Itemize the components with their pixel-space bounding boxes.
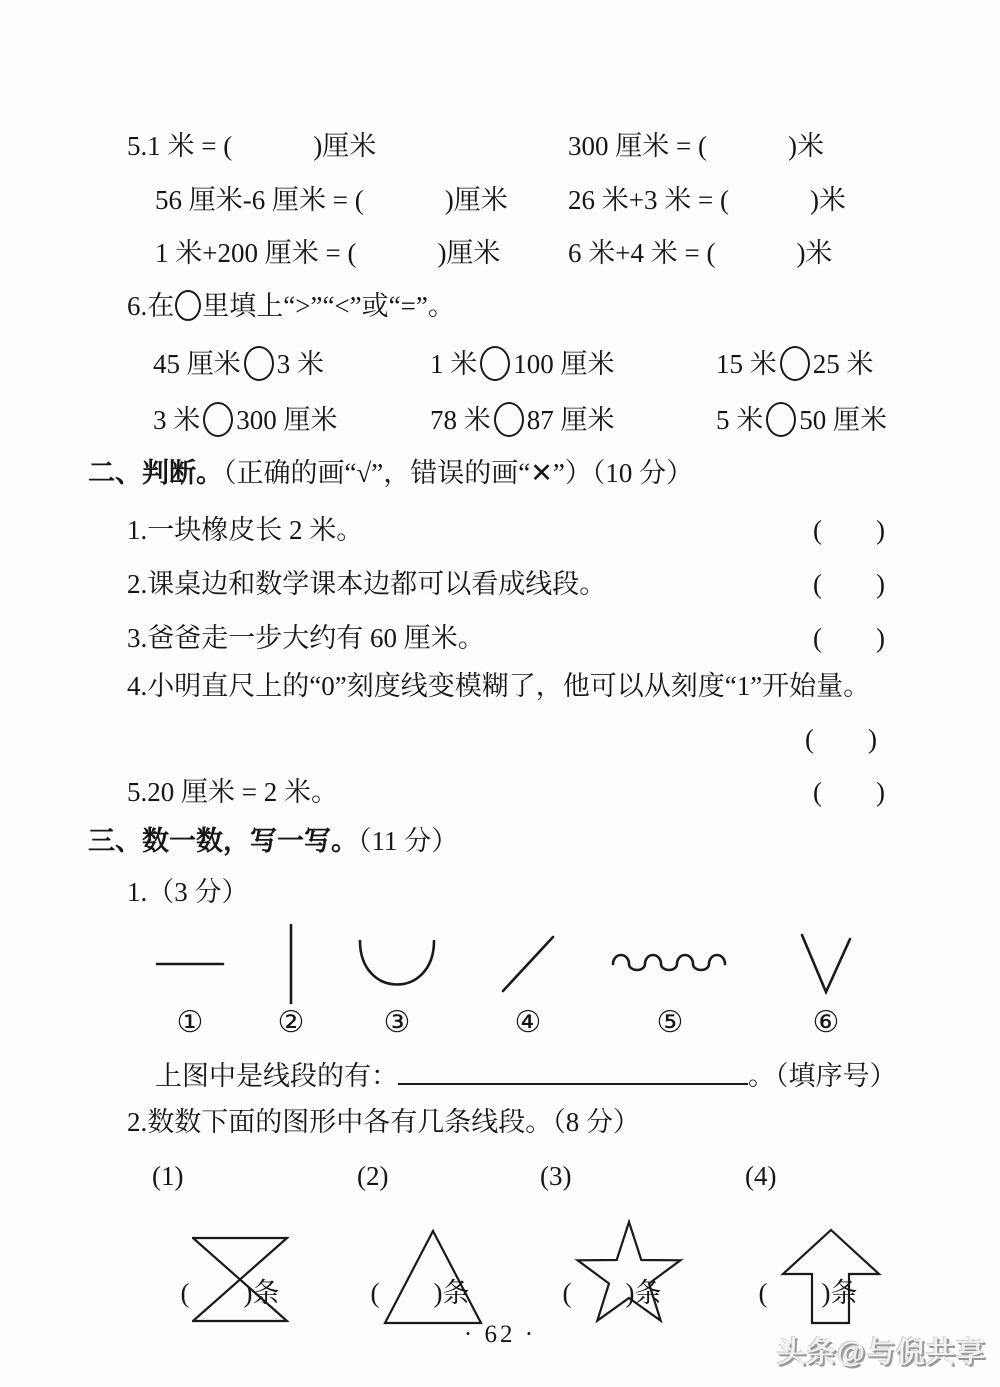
page-number: · 62 · (463, 1321, 537, 1348)
figure-2-block (241, 920, 341, 1038)
section3-title-rest: （11 分） (358, 826, 459, 856)
q5-row2-right: 26 米+3 米 = ( )米 (568, 185, 846, 215)
star-figure (573, 1153, 685, 1387)
q5-row1-right: 300 厘米 = ( )米 (568, 131, 824, 161)
judgment-item-1 (127, 514, 885, 547)
q6-item-1-right: 3 米 (276, 349, 324, 379)
segment-horizontal-figure (155, 920, 225, 1008)
count-parens-3: ( )条 (562, 1278, 662, 1308)
figure-5-block (608, 920, 732, 1038)
figure-4-block (478, 920, 578, 1038)
answer-parens: ( ) (813, 515, 885, 545)
segment-diagonal-figure (500, 920, 556, 1008)
judgment-item-3 (127, 622, 885, 655)
q6-item-4 (153, 402, 338, 437)
judgment-item-2 (127, 568, 885, 601)
comparison-circle (244, 346, 274, 381)
shape-3-label: (3) (540, 1161, 572, 1191)
fill-line (155, 1053, 897, 1093)
q5-row2-left: 56 厘米-6 厘米 = ( )厘米 (155, 185, 508, 215)
figure-number: ② (277, 1006, 305, 1039)
answer-parens: ( ) (813, 569, 885, 599)
section2-title-rest: （正确的画“√”，错误的画“✕”）（10 分） (223, 458, 694, 488)
count-parens-4: ( )条 (758, 1278, 858, 1308)
q6-item-3 (716, 346, 874, 381)
judgment-text: 5.20 厘米 = 2 米。 (127, 777, 338, 807)
figure-number: ③ (383, 1006, 411, 1039)
q6-item-2-left: 1 米 (430, 349, 478, 379)
arc-figure (357, 920, 437, 1008)
q6-item-5 (430, 402, 615, 437)
q6-item-1-left: 45 厘米 (153, 349, 241, 379)
q5-row3-right: 6 米+4 米 = ( )米 (568, 238, 833, 268)
figure-number: ① (176, 1006, 204, 1039)
q6-item-6-left: 5 米 (716, 405, 764, 435)
q6-item-2-right: 100 厘米 (513, 349, 615, 379)
judgment-text: 1.一块橡皮长 2 米。 (127, 515, 364, 545)
figure-number: ④ (514, 1006, 542, 1039)
q6-title-suffix: 里填上“>”“<”或“=”。 (202, 291, 455, 321)
comparison-circle (780, 346, 810, 381)
triangle-figure (382, 1162, 484, 1387)
comparison-circle (494, 402, 524, 437)
judgment-text: 2.课桌边和数学课本边都可以看成线段。 (127, 569, 607, 599)
q6-title (127, 290, 455, 323)
shape-1-label: (1) (152, 1161, 184, 1191)
q6-item-6-right: 50 厘米 (799, 405, 887, 435)
section3-q1-label: 1.（3 分） (127, 877, 249, 907)
q6-item-5-left: 78 米 (430, 405, 491, 435)
figure-3-block (347, 920, 447, 1038)
q6-item-6 (716, 402, 887, 437)
wavy-line-figure (611, 920, 729, 1008)
figure-1-block (140, 920, 240, 1038)
section3-title (88, 825, 458, 858)
v-shape-figure (798, 920, 854, 1008)
figure-number: ⑤ (656, 1006, 684, 1039)
section3-title-bold: 三、数一数，写一写。 (88, 826, 358, 856)
q6-item-3-right: 25 米 (812, 349, 874, 379)
section2-title (88, 457, 693, 490)
shape-4-label: (4) (745, 1161, 777, 1191)
comparison-circle (203, 402, 233, 437)
section2-title-bold: 二、判断。 (88, 458, 223, 488)
q5-row3-left: 1 米+200 厘米 = ( )厘米 (155, 238, 501, 268)
q6-item-5-right: 87 厘米 (526, 405, 615, 435)
q6-item-1 (153, 346, 324, 381)
judgment-item-5 (127, 776, 885, 809)
q6-item-4-left: 3 米 (153, 405, 201, 435)
figure-number: ⑥ (812, 1006, 840, 1039)
q6-item-3-left: 15 米 (716, 349, 777, 379)
answer-blank-line (398, 1053, 748, 1085)
comparison-circle (766, 402, 796, 437)
q6-title-prefix: 6.在 (127, 291, 175, 321)
segment-vertical-figure (287, 920, 295, 1008)
judgment-item-4: 4.小明直尺上的“0”刻度线变模糊了，他可以从刻度“1”开始量。 (127, 671, 871, 701)
q5-row1-left: 5.1 米 = ( )厘米 (127, 131, 377, 161)
blank-circle-icon (175, 290, 201, 321)
shape-2-label: (2) (357, 1161, 389, 1191)
section3-q2-label: 2.数数下面的图形中各有几条线段。（8 分） (127, 1107, 640, 1137)
q6-item-4-right: 300 厘米 (236, 405, 338, 435)
fill-suffix: 。（填序号） (748, 1061, 897, 1091)
watermark: 头条@与倪共享 (776, 1337, 986, 1369)
judgment-text: 3.爸爸走一步大约有 60 厘米。 (127, 623, 485, 653)
figure-6-block (776, 920, 876, 1038)
answer-parens: ( ) (813, 623, 885, 653)
count-parens-2: ( )条 (370, 1278, 470, 1308)
q6-item-2 (430, 346, 615, 381)
comparison-circle (480, 346, 510, 381)
count-parens-1: ( )条 (180, 1278, 280, 1308)
answer-parens: ( ) (805, 724, 877, 754)
answer-parens: ( ) (813, 777, 885, 807)
fill-prompt: 上图中是线段的有： (155, 1061, 398, 1091)
